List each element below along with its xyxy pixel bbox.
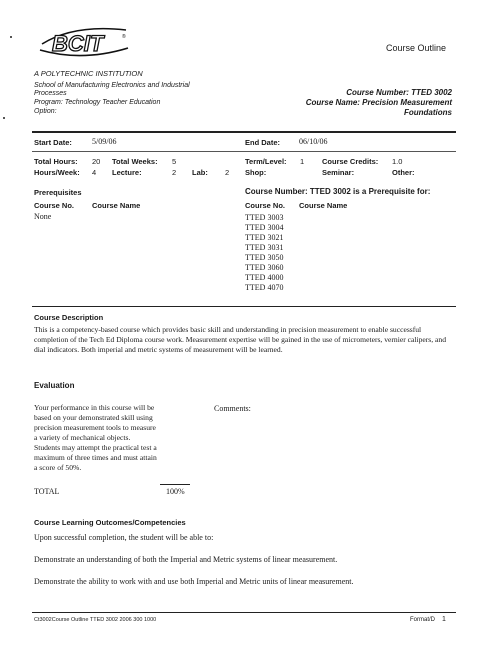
lecture-value: 2 xyxy=(172,168,177,177)
prereq-for-list xyxy=(245,213,283,293)
footer-format: Format/D xyxy=(410,617,436,623)
total-rule xyxy=(160,484,190,485)
hours-week-label: Hours/Week: xyxy=(34,168,80,177)
term-value: 1 xyxy=(300,157,305,166)
list-item: TTED 3050 xyxy=(245,253,284,262)
description-text: This is a competency-based course which provides basic skill and understanding in precision measurement to enable successful completion of the Tech Ed Diploma course work. Measurement expertise will be gained in the use of micrometers, vernier calipers, and dial indicators. Both imperial and metric systems of measurement will be learned. xyxy=(34,325,446,354)
outcomes-heading: Course Learning Outcomes/Competencies xyxy=(34,518,186,527)
prerequisites-heading: Prerequisites xyxy=(34,188,82,197)
prereq-for-col-name: Course Name xyxy=(299,201,348,210)
option: Option: xyxy=(34,108,57,115)
lab-value: 2 xyxy=(225,168,230,177)
list-item: TTED 3031 xyxy=(245,243,284,252)
end-date-label: End Date: xyxy=(245,138,281,147)
course-name-line-2: Foundations xyxy=(404,108,452,117)
bcit-logo xyxy=(34,24,134,62)
svg-text:®: ® xyxy=(122,34,126,40)
total-value: 100% xyxy=(166,487,185,496)
prereq-col-name: Course Name xyxy=(92,201,141,210)
prereq-for-heading: Course Number: TTED 3002 is a Prerequisite for: xyxy=(245,187,431,196)
lecture-label: Lecture: xyxy=(112,168,142,177)
list-item: TTED 3021 xyxy=(245,233,284,242)
total-weeks: 5 xyxy=(172,157,177,166)
other-label: Other: xyxy=(392,168,415,177)
credits-label: Course Credits: xyxy=(322,157,379,166)
total-label: TOTAL xyxy=(34,487,60,496)
scan-speck xyxy=(3,117,5,119)
svg-text:BCIT: BCIT xyxy=(52,31,104,56)
list-item: TTED 3003 xyxy=(245,213,284,222)
list-item: TTED 3004 xyxy=(245,223,284,232)
prereq-value: None xyxy=(34,212,52,221)
course-name-line-1: Course Name: Precision Measurement xyxy=(305,98,452,107)
total-hours-label: Total Hours: xyxy=(34,157,78,166)
credits-value: 1.0 xyxy=(392,157,403,166)
outcomes-intro: Upon successful completion, the student will be able to: xyxy=(34,533,214,542)
comments-label: Comments: xyxy=(214,404,251,413)
seminar-label: Seminar: xyxy=(322,168,355,177)
evaluation-heading: Evaluation xyxy=(34,381,75,390)
evaluation-text: Your performance in this course will be based on your demonstrated skill using precision measurement tools to measure a variety of mechanical objects. Students may attempt the practical test a maximum of three times and must attain a score of 50%. xyxy=(34,403,157,472)
list-item: TTED 4000 xyxy=(245,273,284,282)
prereq-rule xyxy=(32,306,456,307)
prereq-col-no: Course No. xyxy=(34,201,75,210)
footer-page: 1 xyxy=(442,616,446,623)
total-weeks-label: Total Weeks: xyxy=(112,157,158,166)
term-label: Term/Level: xyxy=(245,157,287,166)
school-line-2: Processes xyxy=(34,90,67,97)
end-date: 06/10/06 xyxy=(299,137,328,146)
program: Program: Technology Teacher Education xyxy=(34,99,161,106)
shop-label: Shop: xyxy=(245,168,267,177)
outcome-item: Demonstrate an understanding of both the Imperial and Metric systems of linear measurement. xyxy=(34,555,338,564)
lab-label: Lab: xyxy=(192,168,208,177)
scan-speck xyxy=(10,36,12,38)
start-date-label: Start Date: xyxy=(34,138,72,147)
description-heading: Course Description xyxy=(34,313,104,322)
footer-rule xyxy=(32,612,456,613)
footer-left: Ct3002Course Outline TTED 3002 2006 300 1000 xyxy=(34,617,157,623)
list-item: TTED 4070 xyxy=(245,283,284,292)
course-number: Course Number: TTED 3002 xyxy=(346,88,452,97)
start-date: 5/09/06 xyxy=(92,137,117,146)
doc-type: Course Outline xyxy=(386,43,447,53)
details-rule xyxy=(32,151,456,152)
school-line-1: School of Manufacturing Electronics and Industrial xyxy=(34,82,190,89)
outcome-item: Demonstrate the ability to work with and use both Imperial and Metric units of linear measurement. xyxy=(34,577,354,586)
list-item: TTED 3060 xyxy=(245,263,284,272)
hours-week: 4 xyxy=(92,168,97,177)
prereq-for-col-no: Course No. xyxy=(245,201,286,210)
tagline: A POLYTECHNIC INSTITUTION xyxy=(34,69,143,78)
header-rule xyxy=(32,131,456,133)
total-hours: 20 xyxy=(92,157,101,166)
